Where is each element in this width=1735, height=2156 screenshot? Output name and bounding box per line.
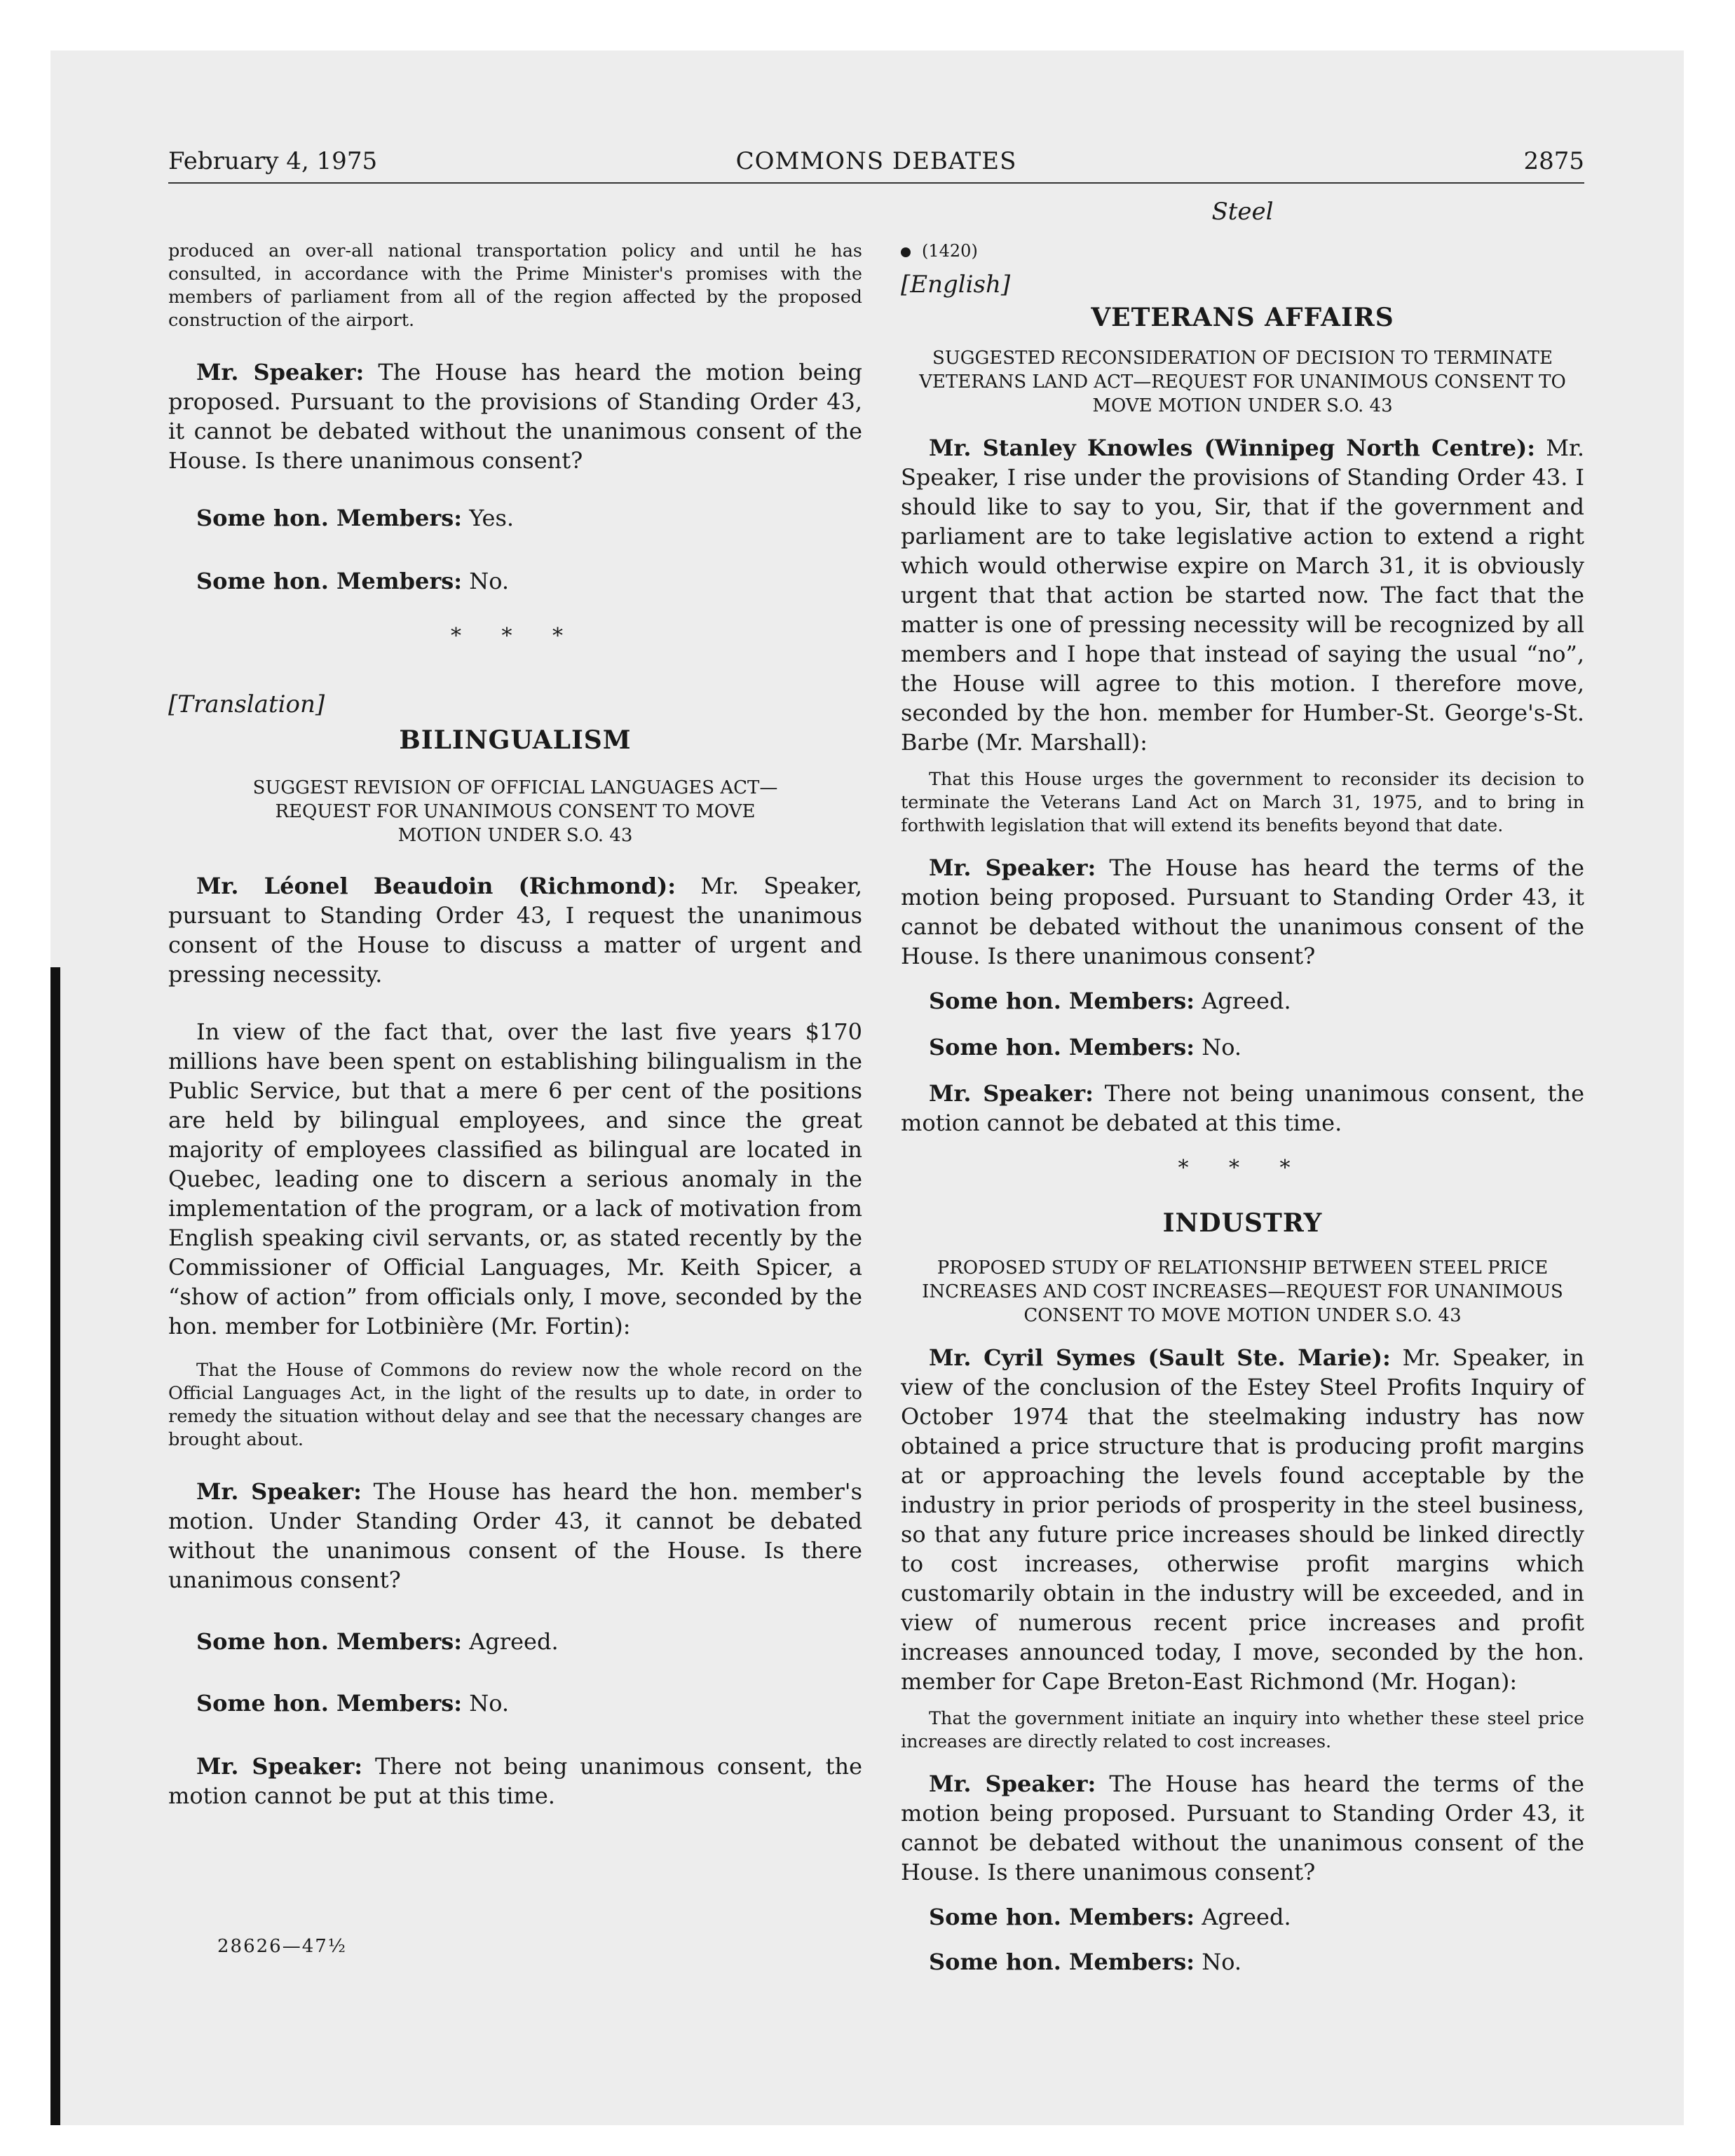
- right-column: [901, 198, 1584, 1977]
- speech-paragraph: [168, 1752, 862, 1810]
- speech-paragraph: [901, 1902, 1584, 1932]
- section-heading: VETERANS AFFAIRS: [1091, 303, 1394, 332]
- motion-quote: That the House of Commons do review now the whole record on the Official Languages Act, in the light of the results up to date, in order to remedy the situation without delay and see that the necessary changes are brought about.: [168, 1360, 862, 1450]
- speaker-name: Mr. Speaker:: [929, 1080, 1094, 1107]
- scan-edge-shadow: [50, 967, 60, 2125]
- speech-text: Agreed.: [1195, 1904, 1291, 1930]
- speaker-name: Mr. Speaker:: [196, 1753, 363, 1780]
- speech-text: Mr. Speaker, I rise under the provisions of Standing Order 43. I should like to say to you, Sir, that if the government and parliament are to take legislative action to extend a right which would otherwise expire on March 31, it is obviously urgent that that action be started now. The fact that the matter is one of pressing necessity will be recognized by all members and I hope that instead of saying the usual “no”, the House will agree to this motion. I therefore move, seconded by the hon. member for Humber-St. George's-St. Barbe (Mr. Marshall):: [901, 435, 1585, 756]
- speech-text: The House has heard the motion being proposed. Pursuant to the provisions of Standing Order 43, it cannot be debated without the unanimous consent of the House. Is there unanimous consent?: [168, 359, 863, 474]
- page-footer-code: 28626—47½: [217, 1936, 347, 1957]
- speech-text: Mr. Speaker, pursuant to Standing Order 43, I request the unanimous consent of the House to discuss a matter of urgent and pressing necessity.: [168, 873, 863, 988]
- speech-paragraph: [901, 853, 1584, 971]
- time-text: (1420): [922, 241, 978, 261]
- speech-text: The House has heard the terms of the motion being proposed. Pursuant to Standing Order 43, it cannot be debated without the unanimous consent of the House. Is there unanimous consent?: [901, 854, 1585, 969]
- speech-paragraph: [901, 1032, 1584, 1062]
- speech-paragraph: [168, 566, 862, 596]
- speech-paragraph: [901, 1769, 1584, 1887]
- speech-paragraph: [168, 503, 862, 533]
- speaker-name: Some hon. Members:: [929, 1949, 1195, 1975]
- speech-text: Yes.: [462, 505, 515, 531]
- speech-text: There not being unanimous consent, the motion cannot be debated at this time.: [901, 1080, 1585, 1136]
- speech-text: No.: [1195, 1034, 1242, 1060]
- speaker-name: Mr. Speaker:: [929, 1770, 1096, 1797]
- speech-text: Agreed.: [1195, 988, 1291, 1014]
- translation-tag: [Translation]: [168, 690, 325, 718]
- speech-paragraph: [901, 986, 1584, 1016]
- subsection-heading: SUGGEST REVISION OF OFFICIAL LANGUAGES ACT— REQUEST FOR UNANIMOUS CONSENT TO MOVE MOTION UNDER S.O. 43: [252, 777, 778, 846]
- speech-paragraph: [901, 1947, 1584, 1977]
- page-number: 2875: [1523, 147, 1584, 175]
- intro-paragraph: produced an over-all national transportation policy and until he has consulted, in accordance with the Prime Minister's promises with the members of parliament from all of the region affected by the proposed construction of the airport.: [168, 240, 862, 331]
- section-heading: BILINGUALISM: [399, 725, 632, 755]
- speaker-name: Some hon. Members:: [929, 988, 1195, 1014]
- speaker-name: Mr. Cyril Symes (Sault Ste. Marie):: [929, 1344, 1391, 1371]
- topic-heading: Steel: [1211, 198, 1274, 226]
- speech-paragraph: [168, 1477, 862, 1595]
- speech-paragraph: [168, 357, 862, 475]
- left-column: [168, 198, 862, 1810]
- speaker-name: Some hon. Members:: [929, 1034, 1195, 1060]
- speech-paragraph: [901, 1343, 1584, 1696]
- time-marker: [901, 241, 1584, 261]
- speech-text: The House has heard the hon. member's motion. Under Standing Order 43, it cannot be debated without the unanimous consent of the House. Is there unanimous consent?: [168, 1478, 863, 1593]
- bullet-icon: [901, 247, 911, 257]
- speaker-name: Mr. Speaker:: [929, 854, 1096, 881]
- speaker-name: Mr. Stanley Knowles (Winnipeg North Centre):: [929, 435, 1536, 461]
- speaker-name: Some hon. Members:: [196, 1628, 463, 1655]
- speech-text: No.: [462, 1690, 510, 1717]
- page-header: [168, 147, 1584, 184]
- speech-text: Agreed.: [462, 1628, 559, 1655]
- speaker-name: Mr. Léonel Beaudoin (Richmond):: [196, 873, 676, 899]
- subsection-heading: SUGGESTED RECONSIDERATION OF DECISION TO TERMINATE VETERANS LAND ACT—REQUEST FOR UNANIMOUS CONSENT TO MOVE MOTION UNDER S.O. 43: [919, 348, 1566, 416]
- motion-quote: That this House urges the government to reconsider its decision to terminate the Veterans Land Act on March 31, 1975, and to bring in forthwith legislation that will extend its benefits beyond that date.: [901, 769, 1584, 836]
- section-separator: * * *: [1178, 1156, 1307, 1180]
- speaker-name: Some hon. Members:: [929, 1904, 1195, 1930]
- header-title: COMMONS DEBATES: [735, 147, 1017, 175]
- speech-text: There not being unanimous consent, the motion cannot be put at this time.: [168, 1753, 863, 1809]
- speech-paragraph: [168, 1627, 862, 1656]
- motion-quote: That the government initiate an inquiry into whether these steel price increases are directly related to cost increases.: [901, 1708, 1584, 1752]
- speech-paragraph: [168, 871, 862, 989]
- speaker-name: Some hon. Members:: [196, 568, 463, 594]
- speech-text: Mr. Speaker, in view of the conclusion of the Estey Steel Profits Inquiry of October 1974 that the steelmaking industry has now obtained a price structure that is producing profit margins at or approaching the levels found acceptable by the industry in prior periods of prosperity in the steel business, so that any future price increases should be linked directly to cost increases, otherwise profit margins which customarily obtain in the industry will be exceeded, and in view of numerous recent price increases and profit increases announced today, I move, seconded by the hon. member for Cape Breton-East Richmond (Mr. Hogan):: [901, 1344, 1585, 1695]
- speech-text: No.: [462, 568, 510, 594]
- subsection-heading: PROPOSED STUDY OF RELATIONSHIP BETWEEN STEEL PRICE INCREASES AND COST INCREASES—REQUEST FOR UNANIMOUS CONSENT TO MOVE MOTION UNDER S.O. 43: [922, 1257, 1563, 1326]
- speech-paragraph: [901, 1079, 1584, 1138]
- speech-text: No.: [1195, 1949, 1242, 1975]
- speaker-name: Some hon. Members:: [196, 505, 463, 531]
- speech-text: The House has heard the terms of the motion being proposed. Pursuant to Standing Order 43, it cannot be debated without the unanimous consent of the House. Is there unanimous consent?: [901, 1770, 1585, 1885]
- header-date: February 4, 1975: [168, 147, 378, 175]
- speech-paragraph: [901, 433, 1584, 757]
- speaker-name: Mr. Speaker:: [196, 1478, 362, 1505]
- speaker-name: Mr. Speaker:: [196, 359, 365, 386]
- english-tag: [English]: [901, 271, 1011, 299]
- motion-paragraph: In view of the fact that, over the last five years $170 millions have been spent on establishing bilingualism in the Public Service, but that a mere 6 per cent of the positions are held by bilingual employees, and since the great majority of employees classified as bilingual are located in Quebec, leading one to discern a serious anomaly in the implementation of the program, or a lack of motivation from English speaking civil servants, or, as stated recently by the Commissioner of Official Languages, Mr. Keith Spicer, a “show of action” from officials only, I move, seconded by the hon. member for Lotbinière (Mr. Fortin):: [168, 1018, 862, 1339]
- section-heading: INDUSTRY: [1162, 1208, 1323, 1238]
- section-separator: * * *: [450, 624, 580, 648]
- speaker-name: Some hon. Members:: [196, 1690, 463, 1717]
- speech-paragraph: [168, 1688, 862, 1718]
